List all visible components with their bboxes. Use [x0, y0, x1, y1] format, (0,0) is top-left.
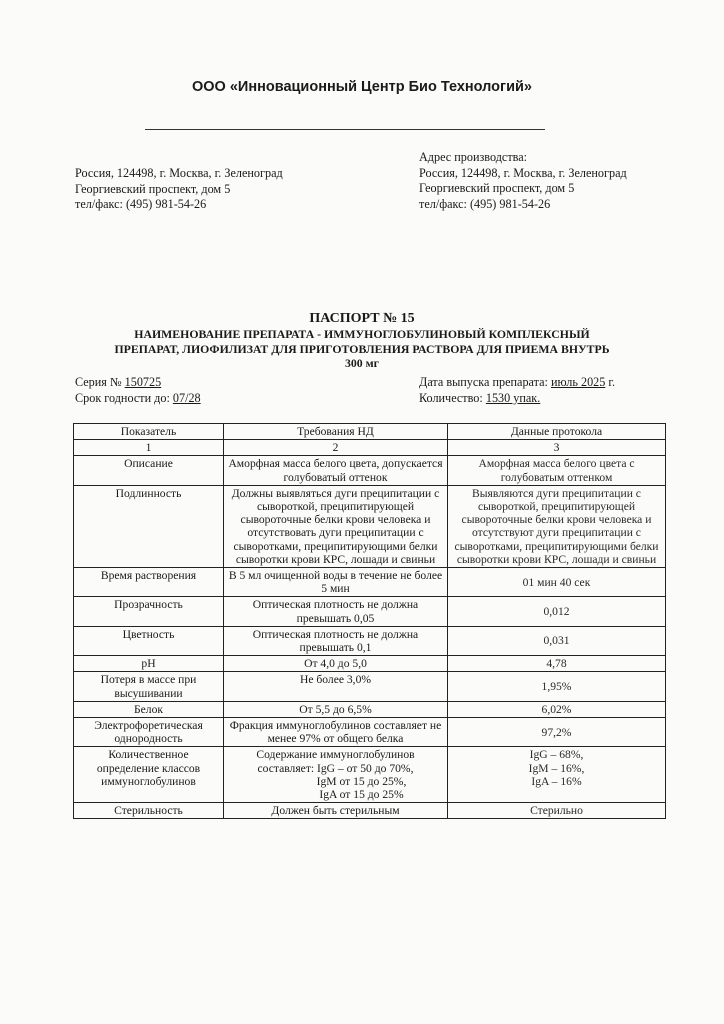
parameter-cell: Стерильность	[74, 803, 224, 819]
result-line: IgG – 68%,	[529, 748, 584, 762]
series-label: Серия №	[75, 375, 122, 389]
address-right-line: Георгиевский проспект, дом 5	[419, 181, 575, 195]
table-header-row	[74, 424, 666, 440]
table-row	[74, 597, 666, 626]
parameter-cell: Количественное определение классов иммуноглобулинов	[74, 747, 224, 803]
result-cell: 6,02%	[448, 701, 666, 717]
release-date-label: Дата выпуска препарата:	[419, 375, 548, 389]
company-name: ООО «Инновационный Центр Био Технологий»	[192, 79, 532, 95]
quantity-value: 1530 упак.	[485, 391, 541, 405]
result-line: IgM – 16%,	[528, 761, 585, 775]
expiry-label: Срок годности до:	[75, 391, 170, 405]
release-date-field	[419, 375, 615, 390]
production-address-label: Адрес производства:	[419, 150, 528, 164]
parameter-cell: Описание	[74, 456, 224, 485]
column-number: 3	[448, 440, 666, 456]
address-right-line: тел/факс: (495) 981-54-26	[419, 196, 551, 211]
result-cell: 97,2%	[448, 718, 666, 747]
requirement-line: IgA от 15 до 25%	[319, 788, 404, 802]
parameter-cell: Прозрачность	[74, 597, 224, 626]
requirement-cell: От 4,0 до 5,0	[224, 656, 448, 672]
table-row	[74, 701, 666, 717]
column-number-row	[74, 440, 666, 456]
requirement-cell: Оптическая плотность не должна превышать 0,05	[224, 597, 448, 626]
requirement-cell: От 5,5 до 6,5%	[224, 701, 448, 717]
table-row	[74, 747, 666, 803]
quantity-field	[419, 391, 540, 406]
address-left-line: тел/факс: (495) 981-54-26	[75, 197, 207, 211]
product-name-line: НАИМЕНОВАНИЕ ПРЕПАРАТА - ИММУНОГЛОБУЛИНОВЫЙ КОМПЛЕКСНЫЙ	[134, 327, 590, 341]
requirement-cell: Аморфная масса белого цвета, допускается голубоватый оттенок	[224, 456, 448, 485]
expiry-field	[75, 391, 201, 406]
header-divider	[145, 129, 545, 130]
requirement-cell: Не более 3,0%	[224, 672, 448, 701]
quantity-label: Количество:	[419, 391, 483, 405]
series-value: 150725	[124, 375, 162, 389]
requirement-cell: В 5 мл очищенной воды в течение не более 5 мин	[224, 568, 448, 597]
result-cell: Аморфная масса белого цвета с голубоватым оттенком	[448, 456, 666, 485]
release-date-suffix: г.	[608, 375, 616, 389]
table-row	[74, 568, 666, 597]
column-header: Показатель	[74, 424, 224, 440]
table-row	[74, 672, 666, 701]
requirement-cell: Фракция иммуноглобулинов составляет не менее 97% от общего белка	[224, 718, 448, 747]
requirement-cell: Должны выявляться дуги преципитации с сывороткой, преципитирующей сывороточные белки крови человека и отсутствовать дуги преципитации с сыворотками, преципитирующими белки сыворотки крови КРС, лошади и свиньи	[224, 485, 448, 567]
passport-title: ПАСПОРТ № 15	[309, 311, 415, 326]
address-left-line: Россия, 124498, г. Москва, г. Зеленоград	[75, 166, 283, 180]
parameter-cell: Цветность	[74, 626, 224, 655]
result-cell	[448, 747, 666, 803]
address-left	[75, 166, 283, 213]
address-left-line: Георгиевский проспект, дом 5	[75, 181, 231, 196]
table-row	[74, 456, 666, 485]
requirement-cell: Должен быть стерильным	[224, 803, 448, 819]
column-number: 2	[224, 440, 448, 456]
column-header: Требования НД	[224, 424, 448, 440]
table-row	[74, 656, 666, 672]
parameter-cell: Подлинность	[74, 485, 224, 567]
result-cell: 0,031	[448, 626, 666, 655]
product-name-line: ПРЕПАРАТ, ЛИОФИЛИЗАТ ДЛЯ ПРИГОТОВЛЕНИЯ РАСТВОРА ДЛЯ ПРИЕМА ВНУТРЬ	[114, 341, 610, 356]
address-right	[419, 150, 627, 212]
requirement-line: IgM от 15 до 25%,	[316, 774, 407, 788]
result-cell: 4,78	[448, 656, 666, 672]
series-field	[75, 375, 161, 390]
result-cell: Стерильно	[448, 803, 666, 819]
expiry-value: 07/28	[172, 391, 201, 405]
column-header: Данные протокола	[448, 424, 666, 440]
parameter-cell: Белок	[74, 701, 224, 717]
table-row	[74, 718, 666, 747]
result-cell: Выявляются дуги преципитации с сывороткой, преципитирующей сывороточные белки крови человека и отсутствуют дуги преципитации с сыворотками, преципитирующими белки сыворотки крови КРС, лошади и свиньи	[448, 485, 666, 567]
parameter-cell: pH	[74, 656, 224, 672]
result-cell: 01 мин 40 сек	[448, 568, 666, 597]
table-row	[74, 803, 666, 819]
parameter-cell: Время растворения	[74, 568, 224, 597]
requirement-cell	[224, 747, 448, 803]
product-dose: 300 мг	[344, 356, 380, 370]
requirement-line: составляет: IgG – от 50 до 70%,	[257, 761, 414, 775]
result-cell: 0,012	[448, 597, 666, 626]
requirement-cell: Оптическая плотность не должна превышать 0,1	[224, 626, 448, 655]
release-date-value: июль 2025	[550, 375, 606, 389]
result-cell: 1,95%	[448, 672, 666, 701]
table-row	[74, 485, 666, 567]
table-row	[74, 626, 666, 655]
parameter-cell: Электрофоретическая однородность	[74, 718, 224, 747]
column-number: 1	[74, 440, 224, 456]
product-name	[60, 327, 664, 371]
address-right-line: Россия, 124498, г. Москва, г. Зеленоград	[419, 165, 627, 180]
specification-table	[73, 423, 666, 819]
result-line: IgA – 16%	[531, 774, 582, 788]
parameter-cell: Потеря в массе при высушивании	[74, 672, 224, 701]
requirement-line: Содержание иммуноглобулинов	[256, 748, 415, 762]
